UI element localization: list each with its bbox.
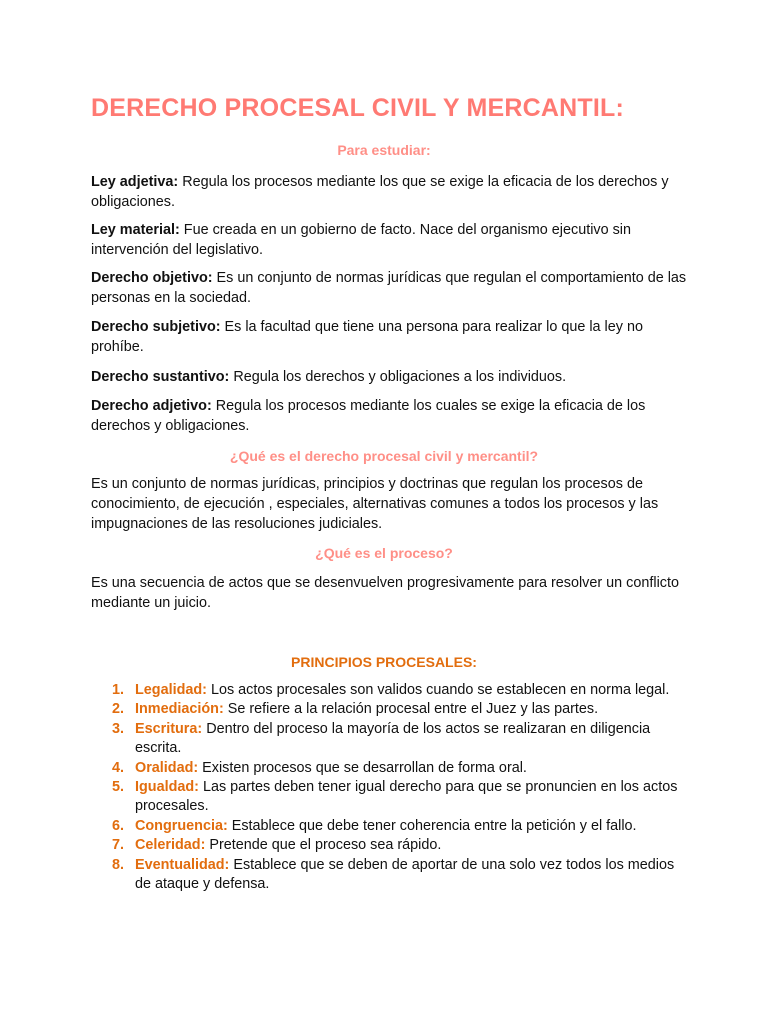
principle-item — [91, 856, 691, 895]
definition-term: Derecho subjetivo: — [91, 319, 221, 335]
principle-text: Las partes deben tener igual derecho para que se pronuncien en los actos procesales. — [135, 779, 678, 815]
principle-text: Se refiere a la relación procesal entre el Juez y las partes. — [227, 701, 599, 718]
document-title: DERECHO PROCESAL CIVIL Y MERCANTIL: — [91, 94, 624, 122]
principle-name: Oralidad: — [135, 759, 199, 776]
definition-ley-material — [91, 220, 691, 260]
principle-text: Los actos procesales son validos cuando se establecen en norma legal. — [210, 682, 670, 698]
principle-item — [91, 700, 691, 719]
principle-item — [91, 836, 691, 855]
question-heading: ¿Qué es el proceso? — [315, 545, 453, 561]
principle-name: Igualdad: — [135, 779, 199, 796]
definition-term: Derecho sustantivo: — [91, 369, 230, 385]
principle-item — [91, 778, 691, 817]
principle-name: Congruencia: — [135, 817, 228, 834]
principle-text: Dentro del proceso la mayoría de los actos se realizaran en diligencia escrita. — [135, 720, 651, 757]
principle-text: Existen procesos que se desarrollan de forma oral. — [202, 759, 527, 776]
definition-term: Derecho adjetivo: — [91, 398, 212, 414]
definition-text: Es la facultad que tiene una persona para realizar lo que la ley no prohíbe. — [91, 319, 643, 355]
principle-item — [91, 759, 691, 778]
question-heading: ¿Qué es el derecho procesal civil y mercantil? — [229, 448, 539, 464]
definition-text: Regula los procesos mediante los cuales se exige la eficacia de los derechos y obligaciones. — [91, 398, 646, 434]
definition-text: Regula los derechos y obligaciones a los individuos. — [233, 369, 567, 385]
principle-name: Celeridad: — [135, 837, 206, 854]
principle-text: Pretende que el proceso sea rápido. — [209, 837, 442, 854]
question-answer: Es un conjunto de normas jurídicas, principios y doctrinas que regulan los procesos de conocimiento, de ejecución , especiales, alternativas comunes a todos los procesos y las impugnaciones de las resoluciones judiciales. — [91, 476, 659, 532]
definition-text: Fue creada en un gobierno de facto. Nace del organismo ejecutivo sin intervención del legislativo. — [91, 222, 631, 258]
definition-term: Ley material: — [91, 222, 180, 238]
principle-text: Establece que debe tener coherencia entre la petición y el fallo. — [231, 817, 637, 834]
principle-number: 5. — [112, 779, 125, 796]
definition-ley-adjetiva — [91, 172, 691, 212]
principles-heading: PRINCIPIOS PROCESALES: — [291, 654, 477, 670]
principle-name: Escritura: — [135, 720, 203, 737]
principle-number: 4. — [112, 759, 125, 776]
principle-name: Inmediación: — [135, 701, 224, 718]
principle-item — [91, 720, 691, 759]
question-answer: Es una secuencia de actos que se desenvuelven progresivamente para resolver un conflicto mediante un juicio. — [91, 575, 679, 611]
principle-number: 6. — [112, 817, 125, 834]
principle-number: 7. — [112, 837, 125, 854]
definition-derecho-subjetivo — [91, 317, 691, 357]
definition-text: Es un conjunto de normas jurídicas que regulan el comportamiento de las personas en la sociedad. — [91, 270, 687, 306]
principle-item — [91, 681, 691, 700]
definition-text: Regula los procesos mediante los que se exige la eficacia de los derechos y obligaciones. — [91, 174, 669, 210]
principle-text: Establece que se deben de aportar de una solo vez todos los medios de ataque y defensa. — [135, 856, 675, 893]
principle-number: 2. — [112, 701, 125, 718]
principle-number: 1. — [112, 682, 125, 698]
definition-derecho-adjetivo — [91, 396, 691, 436]
principle-number: 3. — [112, 720, 125, 737]
definition-derecho-sustantivo — [91, 367, 691, 387]
definition-derecho-objetivo — [91, 268, 691, 308]
principle-name: Eventualidad: — [135, 856, 230, 873]
definition-term: Derecho objetivo: — [91, 270, 213, 286]
definition-term: Ley adjetiva: — [91, 174, 179, 190]
principles-list — [91, 681, 691, 894]
subtitle: Para estudiar: — [337, 142, 431, 158]
principle-name: Legalidad: — [135, 682, 207, 698]
principle-item — [91, 817, 691, 836]
principle-number: 8. — [112, 856, 125, 873]
